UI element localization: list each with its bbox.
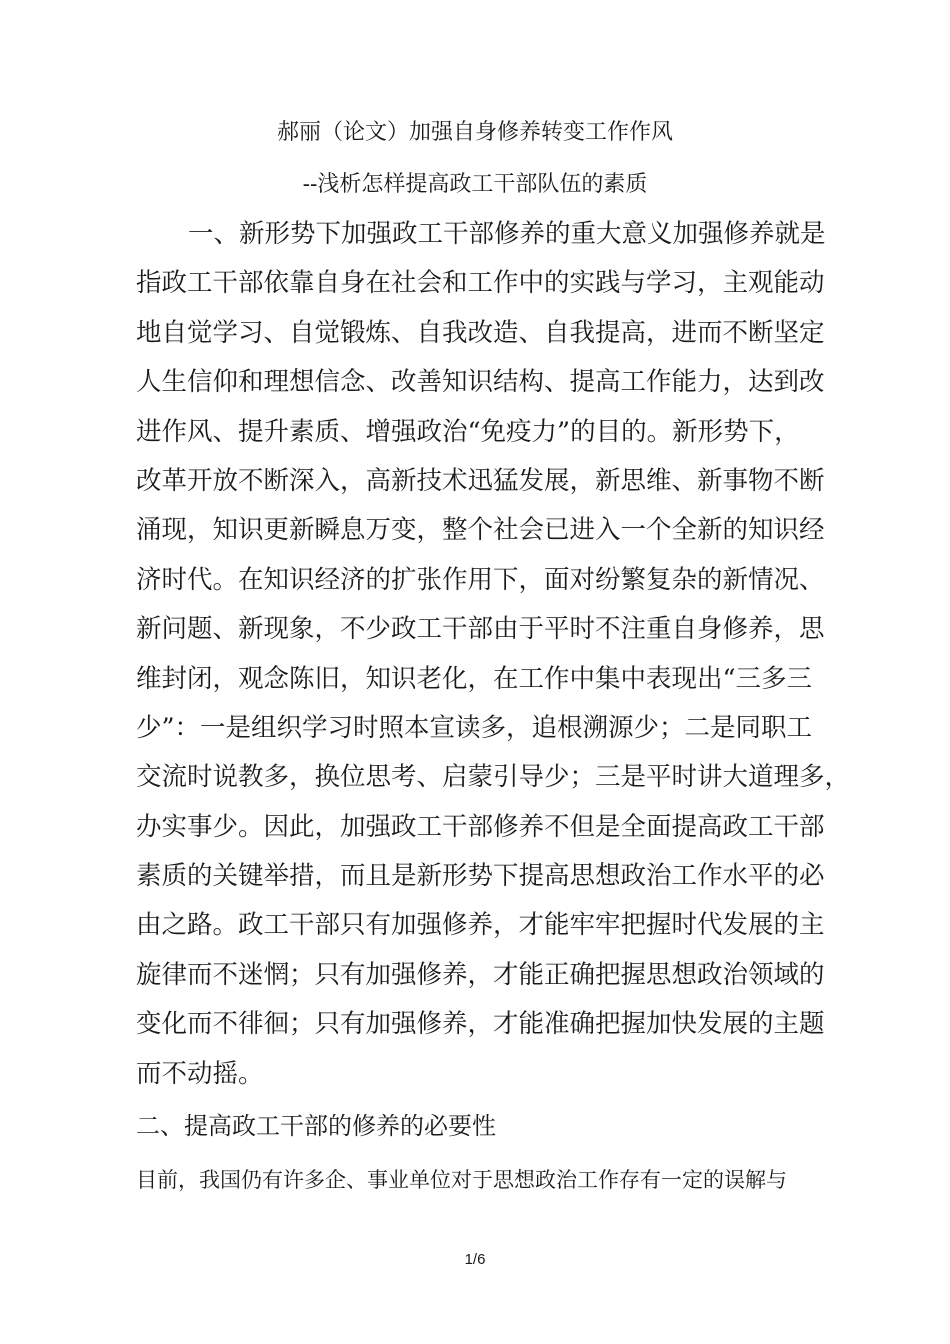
paragraph-line: 人生信仰和理想信念、改善知识结构、提高工作能力，达到改 <box>136 367 825 398</box>
document-title: 郝丽（论文）加强自身修养转变工作作风 <box>276 120 673 145</box>
paragraph-line: 交流时说教多，换位思考、启蒙引导少；三是平时讲大道理多， <box>136 762 851 793</box>
section-2-paragraph-line: 目前，我国仍有许多企、事业单位对于思想政治工作存有一定的误解与 <box>136 1168 787 1192</box>
paragraph-line: 旋律而不迷惘；只有加强修养，才能正确把握思想政治领域的 <box>136 959 825 990</box>
paragraph-line: 变化而不徘徊；只有加强修养，才能准确把握加快发展的主题 <box>136 1009 825 1040</box>
paragraph-line: 一、新形势下加强政工干部修养的重大意义加强修养就是 <box>188 219 826 249</box>
paragraph-line: 维封闭，观念陈旧，知识老化，在工作中集中表现出“三多三 <box>136 663 813 694</box>
document-subtitle: --浅析怎样提高政工干部队伍的素质 <box>302 172 648 197</box>
paragraph-line: 而不动摇。 <box>136 1058 264 1089</box>
section-1-body <box>136 210 851 1099</box>
paragraph-line: 改革开放不断深入，高新技术迅猛发展，新思维、新事物不断 <box>136 465 825 496</box>
paragraph-line: 由之路。政工干部只有加强修养，才能牢牢把握时代发展的主 <box>136 910 825 941</box>
paragraph-line: 涌现，知识更新瞬息万变，整个社会已进入一个全新的知识经 <box>136 515 825 546</box>
page-number: 1/6 <box>464 1251 486 1268</box>
paragraph-line: 少”：一是组织学习时照本宣读多，追根溯源少；二是同职工 <box>136 712 813 743</box>
paragraph-line: 指政工干部依靠自身在社会和工作中的实践与学习，主观能动 <box>136 268 825 299</box>
section-2-heading: 二、提高政工干部的修养的必要性 <box>136 1112 496 1140</box>
paragraph-line: 地自觉学习、自觉锻炼、自我改造、自我提高，进而不断坚定 <box>136 317 825 348</box>
paragraph-line: 素质的关键举措，而且是新形势下提高思想政治工作水平的必 <box>136 861 825 892</box>
paragraph-line: 办实事少。因此，加强政工干部修养不但是全面提高政工干部 <box>136 811 825 842</box>
paragraph-line: 新问题、新现象，不少政工干部由于平时不注重自身修养，思 <box>136 614 825 645</box>
paragraph-line: 济时代。在知识经济的扩张作用下，面对纷繁复杂的新情况、 <box>136 564 825 595</box>
paragraph-line: 进作风、提升素质、增强政治“免疫力”的目的。新形势下， <box>136 416 800 447</box>
